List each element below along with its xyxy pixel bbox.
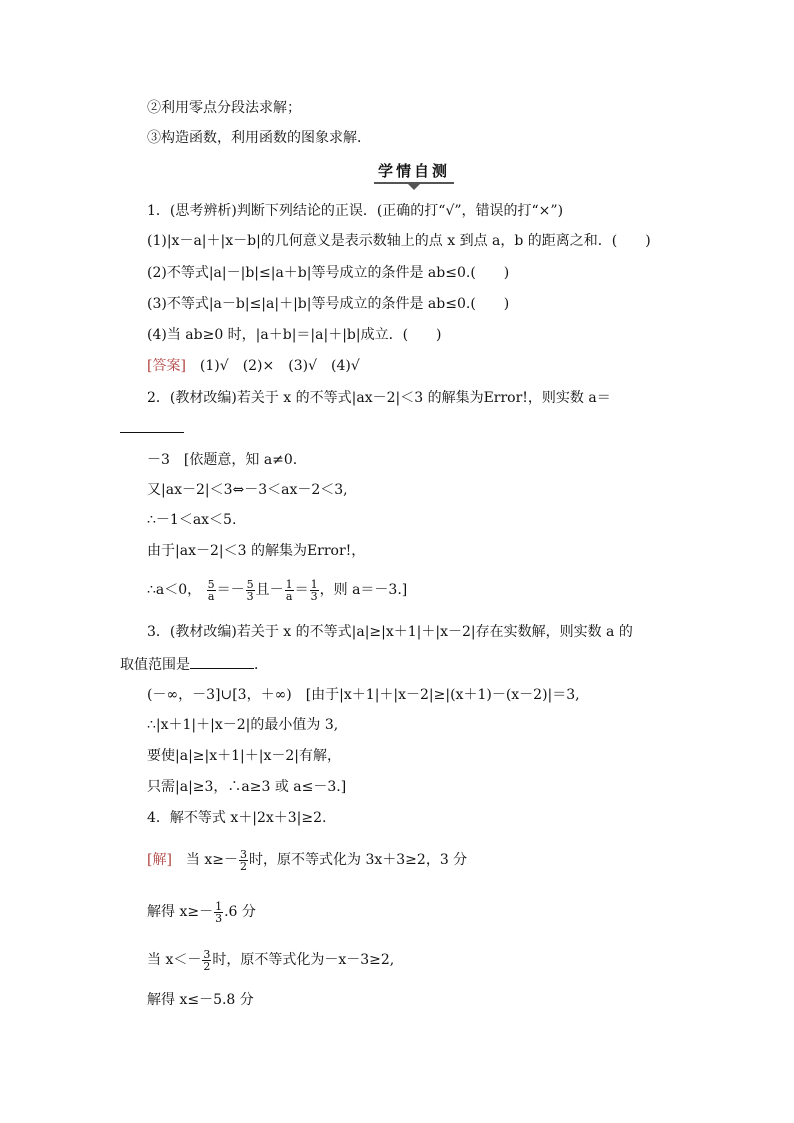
q2-sol5-end: ，则 a＝－3.]	[319, 582, 408, 598]
q4-l1-end: 时，原不等式化为 3x＋3≥2，3 分	[249, 852, 468, 868]
and-text: 且－	[255, 582, 284, 598]
solution-tag: [解]	[147, 852, 172, 868]
denominator: a	[207, 589, 215, 603]
q1-answer-line	[147, 356, 360, 376]
fraction	[207, 579, 216, 602]
q4-line-4: 解得 x≤－5.8 分	[147, 992, 254, 1008]
fraction	[310, 579, 319, 602]
fraction	[214, 901, 223, 924]
numerator: 1	[310, 577, 318, 591]
q1-statement-4: (4)当 ab≥0 时，|a＋b|＝|a|＋|b|成立．( )	[147, 327, 442, 343]
q4-l2-start: 解得 x≥－	[147, 904, 214, 920]
numerator: 1	[215, 899, 223, 913]
fraction	[285, 579, 294, 602]
denominator: a	[285, 589, 293, 603]
answer-blank	[190, 654, 254, 669]
q4-line-3	[147, 946, 394, 974]
q3-stem-2-end: ．	[254, 657, 268, 673]
q1-statement-3: (3)不等式|a－b|≤|a|＋|b|等号成立的条件是 ab≤0.( )	[147, 296, 510, 312]
q4-l1-start: 当 x≥－	[171, 852, 239, 868]
q4-l3-start: 当 x＜－	[147, 952, 202, 968]
denominator: 3	[246, 589, 254, 603]
equals-sign: ＝	[294, 582, 309, 598]
q3-solution-1: (－∞，－3]∪[3，＋∞) [由于|x＋1|＋|x－2|≥|(x＋1)－(x－2)|＝3,	[147, 687, 580, 703]
q3-stem: 3．(教材改编)若关于 x 的不等式|a|≥|x＋1|＋|x－2|存在实数解，则实数 a 的	[147, 624, 633, 640]
numerator: 1	[285, 577, 293, 591]
fraction	[246, 579, 255, 602]
section-pointer-icon	[407, 183, 421, 190]
q4-l2-end: .6 分	[224, 904, 256, 920]
q2-solution-4: 由于|ax－2|＜3 的解集为Error!，	[147, 543, 366, 559]
q3-solution-4: 只需|a|≥3，∴a≥3 或 a≤－3.]	[147, 779, 347, 795]
q1-statement-2: (2)不等式|a|－|b|≤|a＋b|等号成立的条件是 ab≤0.( )	[147, 265, 510, 281]
denominator: 3	[310, 589, 318, 603]
q3-solution-2: ∴|x＋1|＋|x－2|的最小值为 3,	[147, 717, 339, 733]
q1-statement-1: (1)|x－a|＋|x－b|的几何意义是表示数轴上的点 x 到点 a，b 的距离之和．( )	[147, 233, 651, 249]
intro-item-2: ②利用零点分段法求解；	[147, 100, 301, 116]
q4-line-2	[147, 898, 256, 926]
q4-l3-end: 时，原不等式化为－x－3≥2,	[212, 952, 395, 968]
q3-stem-2-text: 取值范围是	[120, 657, 190, 673]
q3-stem-2	[120, 654, 268, 675]
denominator: 2	[240, 859, 248, 873]
equals-sign: ＝－	[216, 582, 245, 598]
section-header	[374, 160, 454, 181]
q2-sol5-start: ∴a＜0，	[147, 582, 202, 598]
q2-blank	[120, 418, 184, 439]
q3-solution-3: 要使|a|≥|x＋1|＋|x－2|有解，	[147, 748, 341, 764]
q1-stem: 1．(思考辨析)判断下列结论的正误．(正确的打“√”，错误的打“×”)	[147, 203, 564, 219]
fraction	[202, 949, 211, 972]
fraction	[239, 849, 248, 872]
q1-answer: (1)√ (2)× (3)√ (4)√	[185, 358, 360, 374]
denominator: 3	[215, 911, 223, 925]
q2-solution-5	[147, 576, 407, 604]
answer-tag: [答案]	[147, 358, 186, 374]
q2-solution-3: ∴－1＜ax＜5.	[147, 512, 237, 528]
q2-stem: 2．(教材改编)若关于 x 的不等式|ax－2|＜3 的解集为Error!，则实数 a＝	[147, 390, 611, 406]
numerator: 3	[203, 947, 211, 961]
denominator: 2	[203, 959, 211, 973]
q4-stem: 4．解不等式 x＋|2x＋3|≥2.	[147, 810, 327, 826]
q4-line-1	[147, 846, 467, 874]
numerator: 3	[240, 847, 248, 861]
q2-solution-2: 又|ax－2|＜3⇔－3＜ax－2＜3,	[147, 482, 348, 498]
intro-item-3: ③构造函数，利用函数的图象求解．	[147, 130, 371, 146]
numerator: 5	[207, 577, 215, 591]
q2-solution-1: －3 [依题意，知 a≠0.	[147, 452, 298, 468]
numerator: 5	[246, 577, 254, 591]
section-title: 学情自测	[377, 162, 450, 180]
